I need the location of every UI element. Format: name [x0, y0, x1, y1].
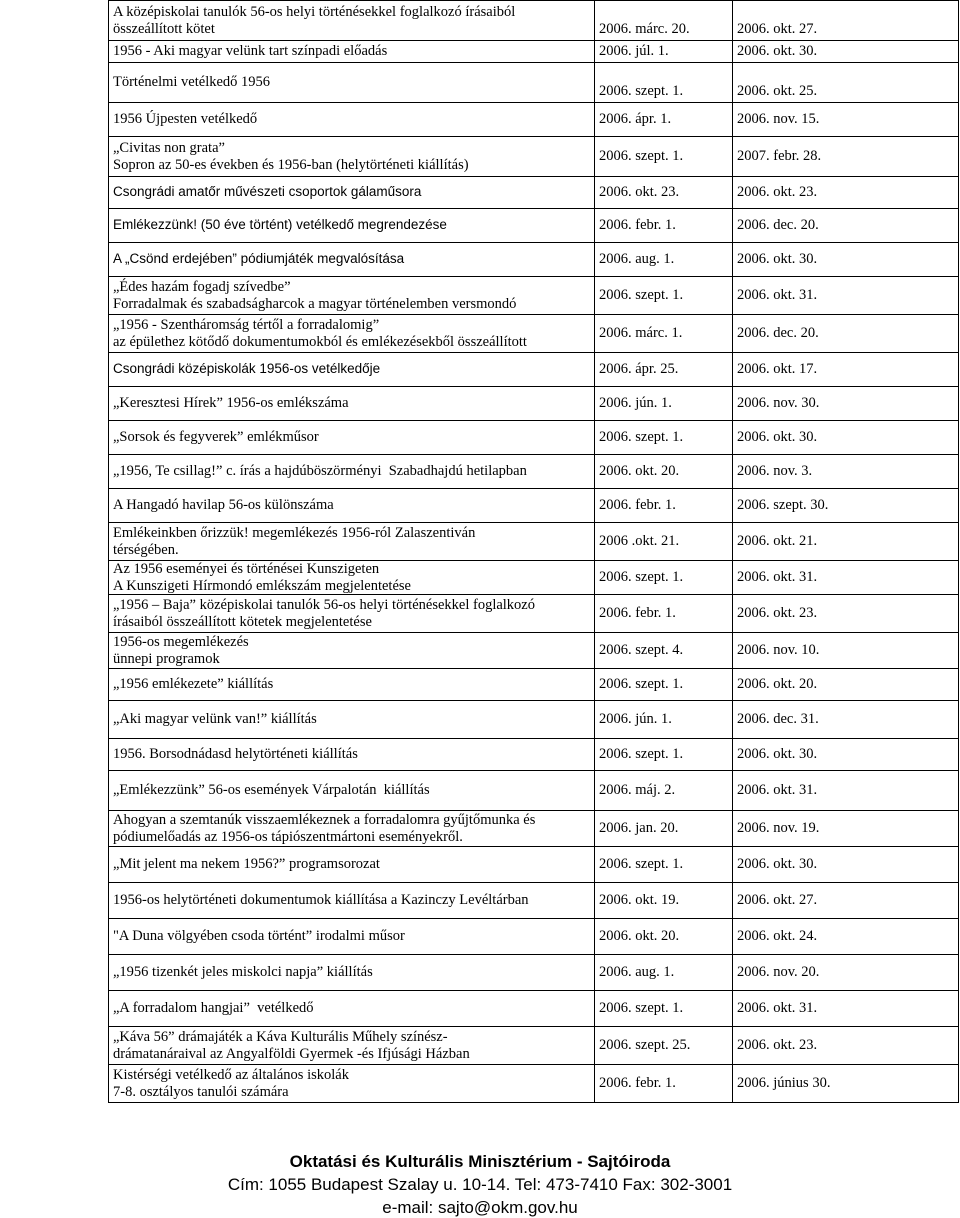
table-row [109, 523, 959, 561]
table-row [109, 595, 959, 633]
start-date: 2006. szept. 1. [595, 847, 733, 883]
footer-org: Oktatási és Kulturális Minisztérium - Sajtóiroda [289, 1152, 671, 1171]
end-date: 2006. okt. 27. [733, 883, 959, 919]
table-row [109, 771, 959, 811]
table-row [109, 177, 959, 209]
end-date: 2006. okt. 24. [733, 919, 959, 955]
event-title: Történelmi vetélkedő 1956 [109, 63, 595, 103]
end-date: 2006. okt. 30. [733, 739, 959, 771]
end-date: 2006. okt. 30. [733, 41, 959, 63]
table-row [109, 277, 959, 315]
start-date: 2006. szept. 1. [595, 669, 733, 701]
end-date: 2006. okt. 27. [733, 1, 959, 41]
table-row [109, 353, 959, 387]
start-date: 2006. máj. 2. [595, 771, 733, 811]
start-date: 2006. szept. 1. [595, 421, 733, 455]
table-row [109, 1027, 959, 1065]
end-date: 2006. szept. 30. [733, 489, 959, 523]
start-date: 2006. jan. 20. [595, 811, 733, 847]
event-title: Csongrádi középiskolák 1956-os vetélkedője [109, 353, 595, 387]
event-title: A „Csönd erdejében” pódiumjáték megvalósítása [109, 243, 595, 277]
start-date: 2006. febr. 1. [595, 595, 733, 633]
end-date: 2006. nov. 30. [733, 387, 959, 421]
table-row [109, 209, 959, 243]
start-date: 2006. szept. 1. [595, 739, 733, 771]
event-title: 1956. Borsodnádasd helytörténeti kiállítás [109, 739, 595, 771]
end-date: 2006. okt. 31. [733, 561, 959, 595]
event-title: „Keresztesi Hírek” 1956-os emlékszáma [109, 387, 595, 421]
start-date: 2006. aug. 1. [595, 955, 733, 991]
end-date: 2006. június 30. [733, 1065, 959, 1103]
start-date: 2006. okt. 20. [595, 455, 733, 489]
end-date: 2006. okt. 30. [733, 421, 959, 455]
start-date: 2006. okt. 23. [595, 177, 733, 209]
end-date: 2006. nov. 10. [733, 633, 959, 669]
start-date: 2006. ápr. 25. [595, 353, 733, 387]
event-title: „Édes hazám fogadj szívedbe” Forradalmak és szabadságharcok a magyar történelemben versmondó [109, 277, 595, 315]
end-date: 2006. okt. 23. [733, 177, 959, 209]
end-date: 2006. okt. 31. [733, 991, 959, 1027]
table-row [109, 315, 959, 353]
table-row [109, 883, 959, 919]
table-row [109, 137, 959, 177]
table-row [109, 489, 959, 523]
start-date: 2006. jún. 1. [595, 701, 733, 739]
events-table-body [109, 1, 959, 1103]
table-row [109, 387, 959, 421]
start-date: 2006. szept. 25. [595, 1027, 733, 1065]
table-row [109, 1065, 959, 1103]
table-row [109, 701, 959, 739]
start-date: 2006. szept. 1. [595, 137, 733, 177]
event-title: Ahogyan a szemtanúk visszaemlékeznek a forradalomra gyűjtőmunka és pódiumelőadás az 1956-os tápiószentmártoni eseményekről. [109, 811, 595, 847]
footer-address: Cím: 1055 Budapest Szalay u. 10-14. Tel: 473-7410 Fax: 302-3001 [227, 1175, 733, 1194]
footer-email: e-mail: sajto@okm.gov.hu [382, 1198, 578, 1217]
start-date: 2006. márc. 1. [595, 315, 733, 353]
event-title: 1956 Újpesten vetélkedő [109, 103, 595, 137]
start-date: 2006. febr. 1. [595, 1065, 733, 1103]
start-date: 2006. okt. 19. [595, 883, 733, 919]
end-date: 2006. okt. 30. [733, 243, 959, 277]
table-row [109, 847, 959, 883]
table-row [109, 739, 959, 771]
event-title: „A forradalom hangjai” vetélkedő [109, 991, 595, 1027]
event-title: „1956 - Szentháromság tértől a forradalomig” az épülethez kötődő dokumentumokból és emlékezésekből összeállított [109, 315, 595, 353]
table-row [109, 63, 959, 103]
event-title: „Emlékezzünk” 56-os események Várpalotán kiállítás [109, 771, 595, 811]
end-date: 2006. okt. 20. [733, 669, 959, 701]
event-title: 1956-os helytörténeti dokumentumok kiállítása a Kazinczy Levéltárban [109, 883, 595, 919]
event-title: „Civitas non grata” Sopron az 50-es években és 1956-ban (helytörténeti kiállítás) [109, 137, 595, 177]
event-title: „1956 – Baja” középiskolai tanulók 56-os helyi történésekkel foglalkozó írásaiból összeállított kötetek megjelentetése [109, 595, 595, 633]
end-date: 2006. dec. 31. [733, 701, 959, 739]
event-title: „Aki magyar velünk van!” kiállítás [109, 701, 595, 739]
end-date: 2006. okt. 21. [733, 523, 959, 561]
event-title: „Mit jelent ma nekem 1956?” programsorozat [109, 847, 595, 883]
event-title: Kistérségi vetélkedő az általános iskolák 7-8. osztályos tanulói számára [109, 1065, 595, 1103]
end-date: 2007. febr. 28. [733, 137, 959, 177]
event-title: „Káva 56” drámajáték a Káva Kulturális Műhely színész- drámatanáraival az Angyalföldi Gyermek -és Ifjúsági Házban [109, 1027, 595, 1065]
event-title: Csongrádi amatőr művészeti csoportok gálaműsora [109, 177, 595, 209]
start-date: 2006. szept. 1. [595, 561, 733, 595]
start-date: 2006. aug. 1. [595, 243, 733, 277]
start-date: 2006. szept. 1. [595, 991, 733, 1027]
table-row [109, 455, 959, 489]
event-title: „1956 tizenkét jeles miskolci napja” kiállítás [109, 955, 595, 991]
end-date: 2006. dec. 20. [733, 209, 959, 243]
start-date: 2006. szept. 1. [595, 63, 733, 103]
event-title: 1956 - Aki magyar velünk tart színpadi előadás [109, 41, 595, 63]
end-date: 2006. okt. 23. [733, 595, 959, 633]
event-title: "A Duna völgyében csoda történt” irodalmi műsor [109, 919, 595, 955]
table-row [109, 41, 959, 63]
table-row [109, 561, 959, 595]
end-date: 2006. nov. 20. [733, 955, 959, 991]
event-title: „1956, Te csillag!” c. írás a hajdúböszörményi Szabadhajdú hetilapban [109, 455, 595, 489]
table-row [109, 421, 959, 455]
table-row [109, 103, 959, 137]
event-title: 1956-os megemlékezés ünnepi programok [109, 633, 595, 669]
start-date: 2006. febr. 1. [595, 209, 733, 243]
table-row [109, 811, 959, 847]
table-row [109, 633, 959, 669]
table-row [109, 955, 959, 991]
event-title: „Sorsok és fegyverek” emlékműsor [109, 421, 595, 455]
end-date: 2006. okt. 31. [733, 771, 959, 811]
events-table [108, 0, 959, 1103]
start-date: 2006. júl. 1. [595, 41, 733, 63]
start-date: 2006 .okt. 21. [595, 523, 733, 561]
start-date: 2006. okt. 20. [595, 919, 733, 955]
end-date: 2006. nov. 3. [733, 455, 959, 489]
table-row [109, 991, 959, 1027]
start-date: 2006. márc. 20. [595, 1, 733, 41]
start-date: 2006. ápr. 1. [595, 103, 733, 137]
end-date: 2006. nov. 19. [733, 811, 959, 847]
end-date: 2006. nov. 15. [733, 103, 959, 137]
end-date: 2006. okt. 17. [733, 353, 959, 387]
event-title: A Hangadó havilap 56-os különszáma [109, 489, 595, 523]
event-title: Az 1956 eseményei és történései Kunszigeten A Kunszigeti Hírmondó emlékszám megjelentetése [109, 561, 595, 595]
end-date: 2006. dec. 20. [733, 315, 959, 353]
start-date: 2006. febr. 1. [595, 489, 733, 523]
end-date: 2006. okt. 23. [733, 1027, 959, 1065]
start-date: 2006. szept. 1. [595, 277, 733, 315]
end-date: 2006. okt. 30. [733, 847, 959, 883]
table-row [109, 669, 959, 701]
table-row [109, 1, 959, 41]
event-title: Emlékeinkben őrizzük! megemlékezés 1956-ról Zalaszentiván térségében. [109, 523, 595, 561]
event-title: Emlékezzünk! (50 éve történt) vetélkedő megrendezése [109, 209, 595, 243]
end-date: 2006. okt. 25. [733, 63, 959, 103]
table-row [109, 919, 959, 955]
event-title: „1956 emlékezete” kiállítás [109, 669, 595, 701]
end-date: 2006. okt. 31. [733, 277, 959, 315]
start-date: 2006. szept. 4. [595, 633, 733, 669]
table-row [109, 243, 959, 277]
event-title: A középiskolai tanulók 56-os helyi történésekkel foglalkozó írásaiból összeállított kötet [109, 1, 595, 41]
start-date: 2006. jún. 1. [595, 387, 733, 421]
